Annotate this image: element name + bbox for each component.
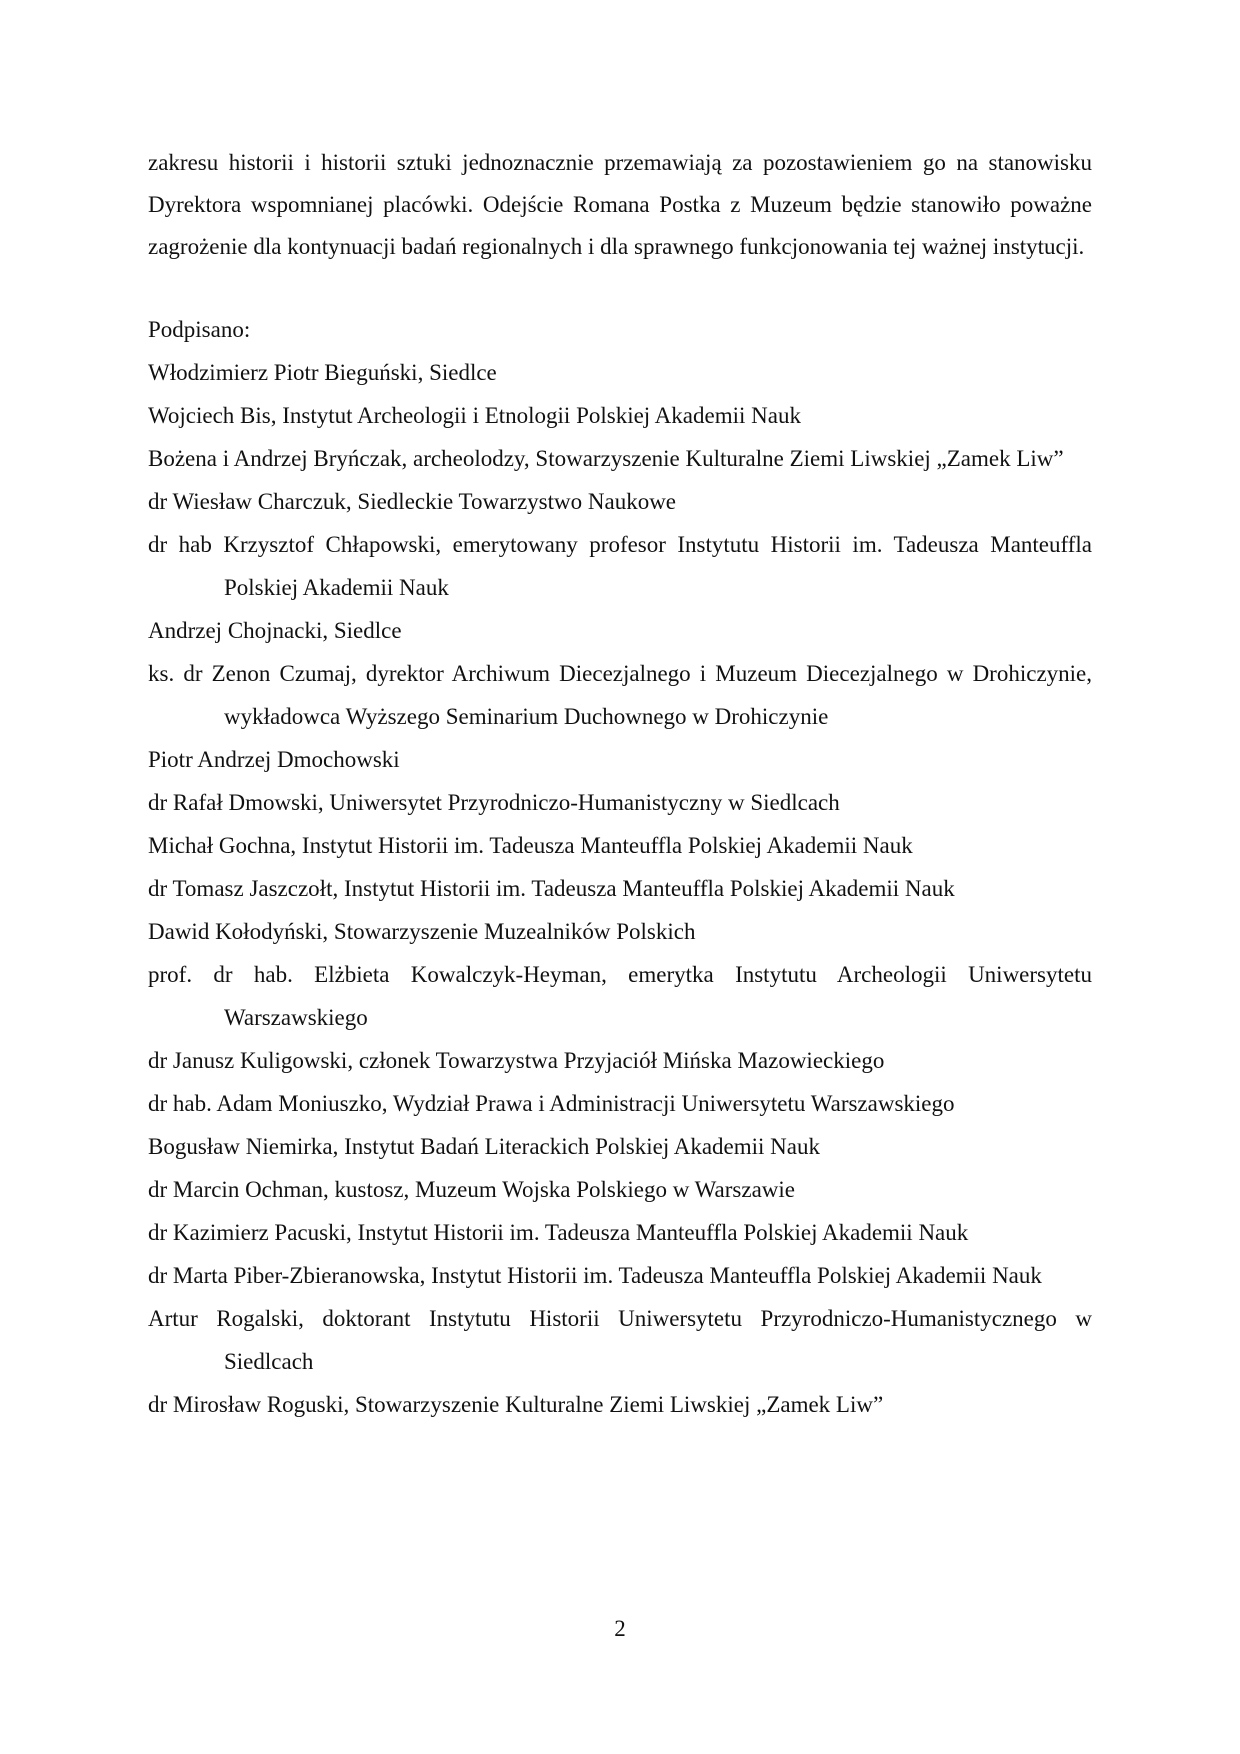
- signatory-list: [148, 351, 1092, 1426]
- signatory-item: Bożena i Andrzej Bryńczak, archeolodzy, Stowarzyszenie Kulturalne Ziemi Liwskiej „Zamek Liw”: [148, 446, 1064, 471]
- document-body: [148, 142, 1092, 1426]
- signatory-item: dr hab Krzysztof Chłapowski, emerytowany profesor Instytutu Historii im. Tadeusza Manteuffla Polskiej Akademii Nauk: [148, 532, 1092, 600]
- signatory-item: dr Janusz Kuligowski, członek Towarzystwa Przyjaciół Mińska Mazowieckiego: [148, 1048, 885, 1073]
- signatory-item: Włodzimierz Piotr Bieguński, Siedlce: [148, 360, 497, 385]
- signatory-item: dr Wiesław Charczuk, Siedleckie Towarzystwo Naukowe: [148, 489, 677, 514]
- signatory-item: Bogusław Niemirka, Instytut Badań Literackich Polskiej Akademii Nauk: [148, 1134, 820, 1159]
- signatory-item: dr hab. Adam Moniuszko, Wydział Prawa i Administracji Uniwersytetu Warszawskiego: [148, 1091, 955, 1116]
- signatory-item: dr Mirosław Roguski, Stowarzyszenie Kulturalne Ziemi Liwskiej „Zamek Liw”: [148, 1392, 884, 1417]
- signatory-item: dr Kazimierz Pacuski, Instytut Historii im. Tadeusza Manteuffla Polskiej Akademii Nauk: [148, 1220, 969, 1245]
- signatory-item: Artur Rogalski, doktorant Instytutu Historii Uniwersytetu Przyrodniczo-Humanistycznego w Siedlcach: [148, 1306, 1092, 1374]
- signatory-item: ks. dr Zenon Czumaj, dyrektor Archiwum Diecezjalnego i Muzeum Diecezjalnego w Drohiczynie, wykładowca Wyższego Seminarium Duchownego w Drohiczynie: [148, 661, 1092, 729]
- signatory-item: Michał Gochna, Instytut Historii im. Tadeusza Manteuffla Polskiej Akademii Nauk: [148, 833, 913, 858]
- signatory-item: dr Rafał Dmowski, Uniwersytet Przyrodniczo-Humanistyczny w Siedlcach: [148, 790, 840, 815]
- signatory-item: prof. dr hab. Elżbieta Kowalczyk-Heyman, emerytka Instytutu Archeologii Uniwersytetu Warszawskiego: [148, 962, 1092, 1030]
- signatory-item: Andrzej Chojnacki, Siedlce: [148, 618, 402, 643]
- page-number: 2: [614, 1616, 626, 1641]
- signed-label: Podpisano:: [148, 317, 251, 342]
- intro-paragraph: zakresu historii i historii sztuki jednoznacznie przemawiają za pozostawieniem go na stanowisku Dyrektora wspomnianej placówki. Odejście Romana Postka z Muzeum będzie stanowiło poważne zagrożenie dla kontynuacji badań regionalnych i dla sprawnego funkcjonowania tej ważnej instytucji.: [148, 150, 1092, 259]
- signatory-item: dr Marta Piber-Zbieranowska, Instytut Historii im. Tadeusza Manteuffla Polskiej Akademii Nauk: [148, 1263, 1042, 1288]
- signatory-item: dr Marcin Ochman, kustosz, Muzeum Wojska Polskiego w Warszawie: [148, 1177, 795, 1202]
- signatory-item: Dawid Kołodyński, Stowarzyszenie Muzealników Polskich: [148, 919, 696, 944]
- signatory-item: Wojciech Bis, Instytut Archeologii i Etnologii Polskiej Akademii Nauk: [148, 403, 801, 428]
- signatory-item: Piotr Andrzej Dmochowski: [148, 747, 400, 772]
- signatory-item: dr Tomasz Jaszczołt, Instytut Historii im. Tadeusza Manteuffla Polskiej Akademii Nauk: [148, 876, 955, 901]
